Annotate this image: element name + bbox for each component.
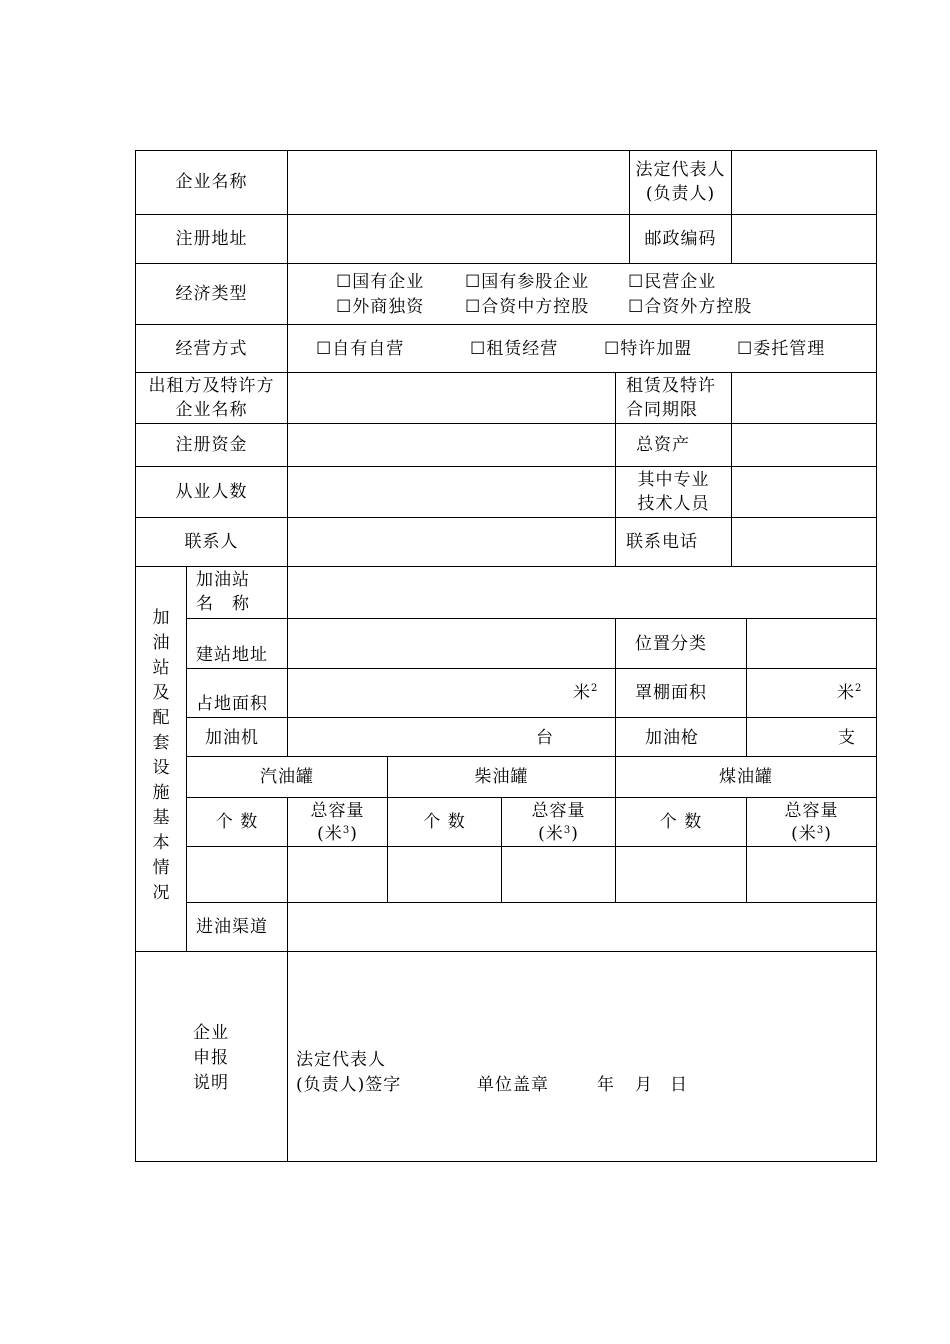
reg-capital-label: 注册资金 xyxy=(175,435,248,455)
postal-code-label: 邮政编码 xyxy=(644,229,717,249)
diesel-capacity-header xyxy=(502,800,615,846)
capacity-unit-pre: (米 xyxy=(791,824,817,844)
gasoline-tank-header: 汽油罐 xyxy=(260,767,314,787)
contact-label: 联系人 xyxy=(184,532,239,552)
phone-field[interactable] xyxy=(732,518,876,566)
canopy-area-unit xyxy=(837,681,862,705)
nozzles-unit: 支 xyxy=(838,728,856,748)
row-divider xyxy=(186,668,877,669)
company-name-field[interactable] xyxy=(288,151,629,214)
reg-address-label: 注册地址 xyxy=(175,229,248,249)
unit-superscript: 3 xyxy=(342,825,351,836)
postal-code-field[interactable] xyxy=(732,215,876,263)
supply-channel-label: 进油渠道 xyxy=(196,917,268,937)
day-label: 日 xyxy=(670,1075,688,1095)
sign-label: (负责人)签字 xyxy=(296,1075,402,1095)
col-divider xyxy=(186,566,187,952)
employees-field[interactable] xyxy=(288,467,615,517)
mgmt-option-entrusted[interactable]: ☐委托管理 xyxy=(737,339,826,359)
table-border-bottom xyxy=(135,1161,877,1162)
dispensers-label: 加油机 xyxy=(205,728,259,748)
row-divider xyxy=(186,756,877,757)
gasoline-count-field[interactable] xyxy=(188,847,287,902)
econ-option-state-owned[interactable]: ☐国有企业 xyxy=(336,272,425,292)
mgmt-option-franchise[interactable]: ☐特许加盟 xyxy=(604,339,693,359)
capacity-unit-post: ) xyxy=(571,824,579,844)
land-area-unit xyxy=(573,681,598,705)
unit-superscript: 2 xyxy=(591,683,599,694)
kerosene-capacity-field[interactable] xyxy=(747,847,876,902)
mgmt-option-lease[interactable]: ☐租赁经营 xyxy=(470,339,559,359)
tech-staff-label: 其中专业 技术人员 xyxy=(637,470,710,514)
phone-label: 联系电话 xyxy=(626,532,698,552)
row-divider xyxy=(135,263,877,264)
row-divider xyxy=(186,717,877,718)
row-divider xyxy=(186,797,877,798)
declaration-text-field[interactable] xyxy=(288,952,876,1052)
lessor-name-label: 出租方及特许方 企业名称 xyxy=(148,376,275,420)
station-address-label: 建站地址 xyxy=(196,645,268,665)
station-section-title: 加油站及配套设施基本情况 xyxy=(152,608,170,903)
econ-option-private[interactable]: ☐民营企业 xyxy=(628,272,717,292)
kerosene-tank-header: 煤油罐 xyxy=(719,767,773,787)
year-label: 年 xyxy=(597,1075,615,1095)
total-assets-label: 总资产 xyxy=(636,435,690,455)
diesel-count-header: 个 数 xyxy=(423,812,466,832)
station-address-field[interactable] xyxy=(288,619,615,668)
col-divider xyxy=(615,618,616,757)
unit-superscript: 2 xyxy=(855,683,863,694)
mgmt-mode-label: 经营方式 xyxy=(175,339,248,359)
canopy-area-label: 罩棚面积 xyxy=(635,683,707,703)
reg-address-field[interactable] xyxy=(288,215,629,263)
econ-option-state-share[interactable]: ☐国有参股企业 xyxy=(465,272,590,292)
gasoline-count-header: 个 数 xyxy=(215,812,259,832)
gasoline-capacity-field[interactable] xyxy=(288,847,387,902)
dispensers-unit: 台 xyxy=(536,728,554,748)
lease-period-field[interactable] xyxy=(732,373,876,423)
location-class-field[interactable] xyxy=(747,619,876,668)
mgmt-option-self[interactable]: ☐自有自营 xyxy=(316,339,405,359)
unit-m: 米 xyxy=(837,683,855,703)
rep-line-label: 法定代表人 xyxy=(296,1050,386,1070)
tech-staff-field[interactable] xyxy=(732,467,876,517)
capacity-unit-pre: (米 xyxy=(538,824,564,844)
nozzles-label: 加油枪 xyxy=(645,728,699,748)
declaration-label: 企业 申报 说明 xyxy=(193,1023,229,1093)
table-border-right xyxy=(876,150,877,1162)
lessor-name-field[interactable] xyxy=(288,373,615,423)
station-name-label: 加油站 名 称 xyxy=(196,570,250,614)
gasoline-capacity-header xyxy=(288,800,387,846)
diesel-capacity-field[interactable] xyxy=(502,847,615,902)
company-name-label: 企业名称 xyxy=(175,172,248,192)
location-class-label: 位置分类 xyxy=(635,634,707,654)
capacity-unit-pre: (米 xyxy=(317,824,343,844)
month-label: 月 xyxy=(635,1075,653,1095)
unit-superscript: 3 xyxy=(816,825,825,836)
land-area-label: 占地面积 xyxy=(196,694,268,714)
employees-label: 从业人数 xyxy=(175,482,248,502)
unit-m: 米 xyxy=(573,683,591,703)
econ-option-jv-foreign[interactable]: ☐合资外方控股 xyxy=(628,297,753,317)
row-divider xyxy=(135,324,877,325)
kerosene-capacity-header xyxy=(747,800,876,846)
station-name-field[interactable] xyxy=(288,567,876,618)
diesel-tank-header: 柴油罐 xyxy=(474,767,529,787)
econ-type-label: 经济类型 xyxy=(175,284,248,304)
econ-option-jv-chinese[interactable]: ☐合资中方控股 xyxy=(465,297,590,317)
reg-capital-field[interactable] xyxy=(288,424,615,466)
capacity-label: 总容量 xyxy=(310,801,365,821)
kerosene-count-field[interactable] xyxy=(616,847,746,902)
capacity-unit-post: ) xyxy=(350,824,358,844)
contact-field[interactable] xyxy=(288,518,615,566)
legal-rep-label: 法定代表人 (负责人) xyxy=(635,160,726,204)
diesel-count-field[interactable] xyxy=(388,847,501,902)
total-assets-field[interactable] xyxy=(732,424,876,466)
capacity-label: 总容量 xyxy=(531,801,586,821)
capacity-unit-post: ) xyxy=(824,824,832,844)
seal-label: 单位盖章 xyxy=(477,1075,549,1095)
legal-rep-field[interactable] xyxy=(732,151,876,214)
unit-superscript: 3 xyxy=(563,825,572,836)
kerosene-count-header: 个 数 xyxy=(659,812,703,832)
capacity-label: 总容量 xyxy=(784,801,839,821)
econ-option-foreign-owned[interactable]: ☐外商独资 xyxy=(336,297,425,317)
supply-channel-field[interactable] xyxy=(288,903,876,951)
lease-period-label: 租赁及特许 合同期限 xyxy=(626,376,716,420)
